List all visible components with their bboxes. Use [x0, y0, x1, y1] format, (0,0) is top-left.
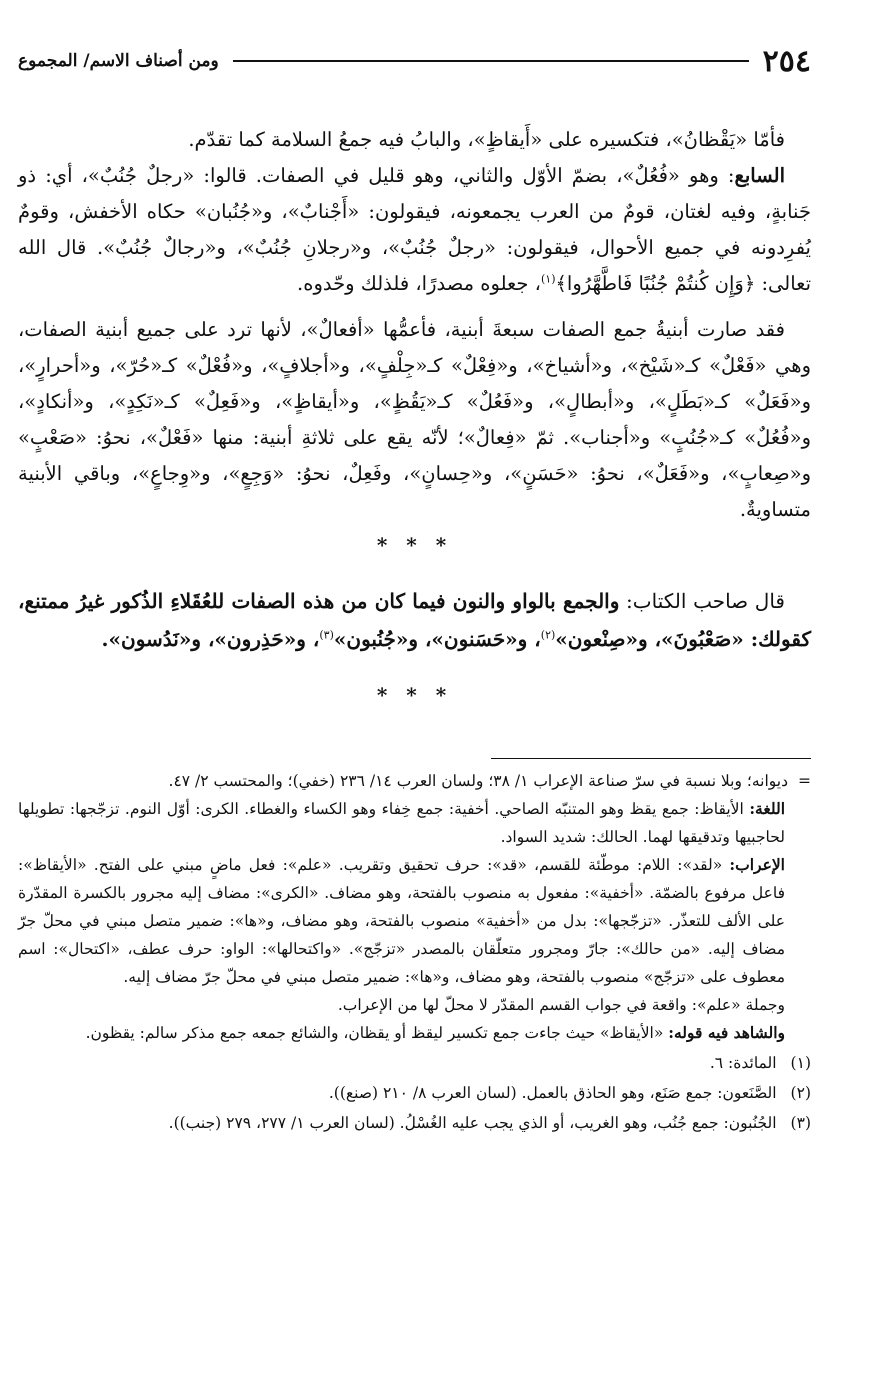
footnote-divider [491, 758, 811, 759]
section-separator: * * * [376, 533, 453, 557]
footnote-ref-2[interactable]: (٢) [540, 628, 556, 642]
continuation-text: ديوانه؛ وبلا نسبة في سرّ صناعة الإعراب ١/ ٣٨؛ ولسان العرب ١٤/ ٢٣٦ (خفي)؛ والمحتسب ٢/ ٤٧. [168, 772, 788, 790]
running-title: ومن أصناف الاسم/ المجموع [18, 51, 219, 71]
irab-label: الإعراب: [729, 855, 785, 874]
author-quote [18, 582, 811, 658]
footnote-3-text: الجُنُبون: جمع جُنُب، وهو الغريب، أو الذي يجب عليه الغُسْلُ. (لسان العرب ١/ ٢٧٧، ٢٧٩ (جنب)). [168, 1114, 777, 1132]
footnote-2-text: الصَّنَعون: جمع صَنَع، وهو الحاذق بالعمل. (لسان العرب ٨/ ٢١٠ (صنع)). [328, 1084, 777, 1102]
paragraph-2-text: : وهو «فُعُلٌ»، بضمّ الأوّل والثاني، وهو قليل في الصفات. قالوا: «رجلٌ جُنُبٌ»، أي: ذو جَنابةٍ، وفيه لغتان، قومٌ من العرب يجمعونه، فيقولون: «أَجْنابٌ»، و«جُنُبان» حكاه الأخفش، وقومٌ يُفرِدونه في جميع الأحوال، فيقولون: «رجلٌ جُنُبٌ»، و«رجلانِ جُنُبٌ»، و«رجالٌ جُنُبٌ». قال الله تعالى: ﴿وَإِن كُنتُمْ جُنُبًا فَاطَّهَّرُوا﴾ [18, 164, 811, 295]
shahid-text: «الأيقاظ» حيث جاءت جمع تكسير ليقظ أو يقظان، والشائع جمعه جمع مذكر سالم: يقظون. [85, 1024, 669, 1042]
footnote-2 [18, 1079, 811, 1107]
section-label-seventh: السابع [734, 164, 785, 187]
footnote-ref-3[interactable]: (٣) [319, 628, 334, 642]
paragraph-2 [18, 158, 811, 302]
irab-text: «لقد»: اللام: موطّئة للقسم، «قد»: حرف تحقيق وتقريب. «علم»: فعل ماضٍ مبني على الفتح. «الأيقاظ»: فاعل مرفوع بالضمّة. «أخفية»: مفعول به منصوب بالفتحة، وهو مضاف. «الكرى»: مضاف إليه مجرور بالكسرة المقدّرة على الألف للتعذّر. «تزجّجها»: بدل من «أخفية» منصوب بالفتحة، وهو مضاف، و«ها»: ضمير متصل مبني في محلّ جرّ مضاف إليه. «من حالك»: جارّ ومجرور متعلّقان بالمصدر «تزجّج». «واكتحالها»: الواو: حرف عطف، «اكتحال»: اسم معطوف على «تزجّج» منصوب بالفتحة، وهو مضاف، و«ها»: ضمير متصل مبني في محلّ جرّ مضاف إليه. [18, 856, 785, 986]
paragraph-1: فأمّا «يَقْظانُ»، فتكسيره على «أَيقاظٍ»، والبابُ فيه جمعُ السلامة كما تقدّم. [188, 128, 785, 151]
quote-intro: قال صاحب الكتاب: [619, 589, 785, 613]
page-number: ٢٥٤ [762, 43, 811, 79]
quote-mid: ، و«حَسَنون»، و«جُنُبون» [333, 627, 541, 651]
header-rule [233, 60, 749, 62]
footnote-2-number: (٢) [790, 1084, 811, 1102]
main-text [18, 122, 811, 712]
footnote-ref-1[interactable]: (١) [540, 272, 556, 286]
lugha-text: الأيقاظ: جمع يقظ وهو المتنبّه الصاحي. أخفية: جمع خِفاء وهو الكساء والغطاء. الكرى: أوّل النوم. تزجّجها: تطويلها لحاجبيها وتدقيقها لهما. الحالك: شديد السواد. [18, 800, 785, 846]
jumla-note: وجملة «علم»: واقعة في جواب القسم المقدّر لا محلّ لها من الإعراب. [337, 996, 785, 1014]
footnote-continuation [18, 767, 811, 795]
irab-note [18, 851, 785, 991]
footnote-3-number: (٣) [790, 1114, 811, 1132]
footnote-1 [18, 1049, 811, 1077]
footnotes [18, 767, 811, 1137]
shahid-note [18, 1019, 785, 1047]
paragraph-2-tail: ، جعلوه مصدرًا، فلذلك وحّدوه. [297, 272, 541, 295]
footnote-1-text: المائدة: ٦. [709, 1054, 777, 1072]
shahid-label: والشاهد فيه قوله: [668, 1023, 785, 1042]
lugha-label: اللغة: [749, 799, 785, 818]
section-separator-2: * * * [376, 683, 453, 707]
footnote-1-number: (١) [790, 1054, 811, 1072]
page-header [18, 40, 811, 82]
continuation-marker: = [798, 772, 811, 790]
footnote-body [18, 795, 811, 1047]
paragraph-3: فقد صارت أبنيةُ جمع الصفات سبعةَ أبنية، فأعمُّها «أفعالٌ»، لأنها ترد على جميع أبنية الصفات، وهي «فَعْلٌ» كـ«شَيْخ»، و«أشياخ»، و«فِعْلٌ» كـ«جِلْفٍ»، و«أجلافٍ»، و«فُعْلٌ» كـ«حُرّ»، و«أحرارٍ»، و«فَعَلٌ» كـ«بَطَلٍ»، و«أبطالٍ»، و«فَعُلٌ» كـ«يَقُظٍ»، و«أيقاظٍ»، و«فَعِلٌ» كـ«نَكِدٍ»، و«أنكادٍ»، و«فُعُلٌ» كـ«جُنُبٍ» و«أجناب». ثمّ «فِعالٌ»؛ لأنّه يقع على ثلاثةِ أبنية: منها «فَعْلٌ»، نحوُ: «صَعْبٍ» و«صِعابٍ»، و«فَعَلٌ»، نحوُ: «حَسَنٍ»، و«حِسانٍ»، وفَعِلٌ، نحوُ: «وَجِعٍ»، و«وِجاعٍ»، وباقي الأبنية متساويةٌ. [18, 318, 811, 521]
lugha-note [18, 795, 785, 851]
quote-text: والجمع بالواو والنون فيما كان من هذه الصفات للعُقَلاءِ الذُكور غيرُ ممتنع، كقولك: «صَعْبُونَ»، و«صِنْعون» [18, 589, 811, 651]
footnote-3 [18, 1109, 811, 1137]
quote-tail: ، و«حَذِرون»، و«نَدُسون». [101, 627, 320, 651]
